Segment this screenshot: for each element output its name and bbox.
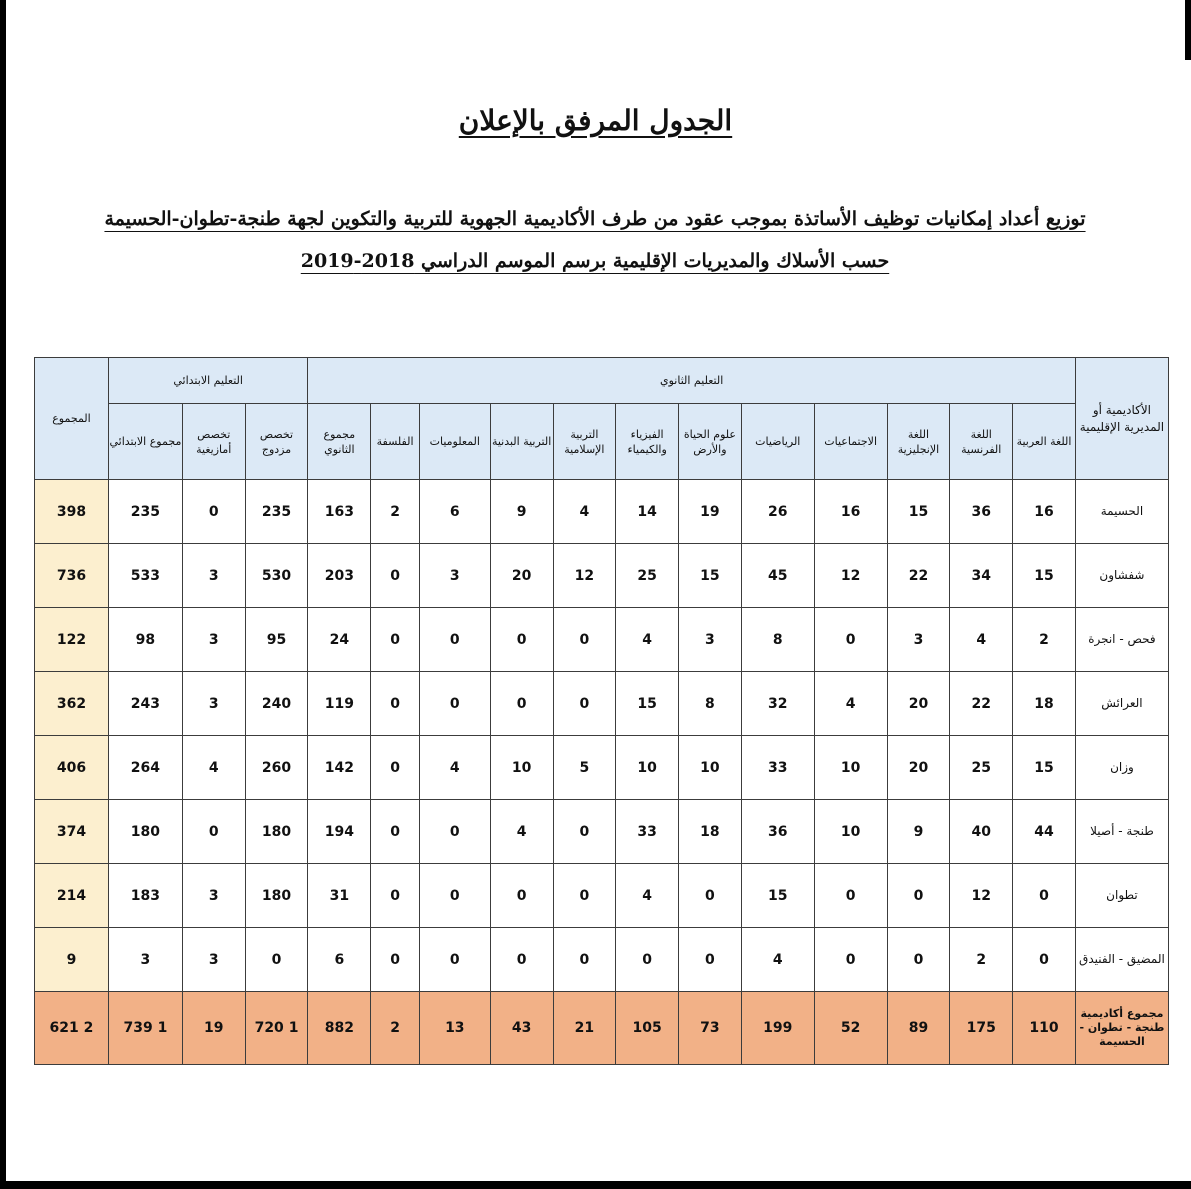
- value-cell: 0: [371, 800, 420, 864]
- value-cell: 89: [887, 992, 950, 1065]
- value-cell: 12: [950, 864, 1013, 928]
- value-cell: 0: [887, 928, 950, 992]
- value-cell: 32: [741, 672, 814, 736]
- value-cell: 264: [108, 736, 182, 800]
- row-total-cell: 362: [35, 672, 109, 736]
- table-row: [35, 800, 1169, 864]
- value-cell: 0: [371, 736, 420, 800]
- value-cell: 180: [245, 800, 308, 864]
- value-cell: 22: [950, 672, 1013, 736]
- row-total-cell: 214: [35, 864, 109, 928]
- value-cell: 4: [741, 928, 814, 992]
- primary-group-header: التعليم الابتدائي: [108, 358, 307, 404]
- value-cell: 3: [887, 608, 950, 672]
- region-name: شفشاون: [1075, 544, 1168, 608]
- value-cell: 243: [108, 672, 182, 736]
- value-cell: 194: [308, 800, 371, 864]
- region-name: مجموع أكاديمية طنجة - تطوان - الحسيمة: [1075, 992, 1168, 1065]
- value-cell: 2: [1013, 608, 1076, 672]
- value-cell: 235: [245, 480, 308, 544]
- value-cell: 4: [553, 480, 616, 544]
- value-cell: 15: [741, 864, 814, 928]
- table-row: [35, 864, 1169, 928]
- value-cell: 33: [741, 736, 814, 800]
- value-cell: 43: [490, 992, 553, 1065]
- value-cell: 142: [308, 736, 371, 800]
- value-cell: 10: [814, 736, 887, 800]
- row-total-cell: 374: [35, 800, 109, 864]
- value-cell: 0: [679, 928, 742, 992]
- value-cell: 4: [490, 800, 553, 864]
- value-cell: 0: [553, 864, 616, 928]
- region-name: طنجة - أصيلا: [1075, 800, 1168, 864]
- value-cell: 0: [245, 928, 308, 992]
- value-cell: 0: [419, 864, 490, 928]
- value-cell: 6: [419, 480, 490, 544]
- table-row: [35, 672, 1169, 736]
- value-cell: 4: [950, 608, 1013, 672]
- value-cell: 2: [371, 480, 420, 544]
- value-cell: 0: [887, 864, 950, 928]
- column-header: تخصص مزدوج: [245, 404, 308, 480]
- row-total-cell: 736: [35, 544, 109, 608]
- value-cell: 4: [616, 864, 679, 928]
- value-cell: 0: [490, 608, 553, 672]
- value-cell: 10: [616, 736, 679, 800]
- value-cell: 98: [108, 608, 182, 672]
- value-cell: 3: [679, 608, 742, 672]
- value-cell: 0: [1013, 928, 1076, 992]
- value-cell: 0: [419, 672, 490, 736]
- value-cell: 10: [490, 736, 553, 800]
- value-cell: 33: [616, 800, 679, 864]
- value-cell: 18: [1013, 672, 1076, 736]
- value-cell: 9: [490, 480, 553, 544]
- value-cell: 0: [371, 608, 420, 672]
- value-cell: 40: [950, 800, 1013, 864]
- column-header: اللغة العربية: [1013, 404, 1076, 480]
- value-cell: 15: [616, 672, 679, 736]
- row-total-cell: 2 621: [35, 992, 109, 1065]
- value-cell: 52: [814, 992, 887, 1065]
- region-header: الأكاديمية أو المديرية الإقليمية: [1075, 358, 1168, 480]
- table-row: [35, 544, 1169, 608]
- table-body: [35, 480, 1169, 1065]
- value-cell: 0: [616, 928, 679, 992]
- scan-edge-bottom: [0, 1181, 1191, 1189]
- value-cell: 10: [679, 736, 742, 800]
- value-cell: 12: [553, 544, 616, 608]
- column-header: مجموع الثانوي: [308, 404, 371, 480]
- value-cell: 199: [741, 992, 814, 1065]
- subtitle-line-2: حسب الأسلاك والمديريات الإقليمية برسم الموسم الدراسي 2018-2019: [300, 250, 890, 272]
- value-cell: 0: [419, 608, 490, 672]
- page-title-text: الجدول المرفق بالإعلان: [458, 104, 733, 137]
- value-cell: 3: [108, 928, 182, 992]
- value-cell: 0: [679, 864, 742, 928]
- value-cell: 15: [679, 544, 742, 608]
- value-cell: 8: [679, 672, 742, 736]
- value-cell: 13: [419, 992, 490, 1065]
- secondary-group-header: التعليم الثانوي: [308, 358, 1075, 404]
- value-cell: 0: [553, 672, 616, 736]
- value-cell: 31: [308, 864, 371, 928]
- value-cell: 110: [1013, 992, 1076, 1065]
- value-cell: 15: [1013, 736, 1076, 800]
- value-cell: 20: [887, 672, 950, 736]
- total-row: [35, 992, 1169, 1065]
- value-cell: 15: [1013, 544, 1076, 608]
- value-cell: 4: [814, 672, 887, 736]
- column-header: المعلوميات: [419, 404, 490, 480]
- column-header: اللغة الفرنسية: [950, 404, 1013, 480]
- value-cell: 73: [679, 992, 742, 1065]
- value-cell: 0: [814, 864, 887, 928]
- recruitment-table: [34, 357, 1169, 1065]
- region-name: الحسيمة: [1075, 480, 1168, 544]
- value-cell: 3: [182, 544, 245, 608]
- column-header: التربية الإسلامية: [553, 404, 616, 480]
- column-header: اللغة الإنجليزية: [887, 404, 950, 480]
- value-cell: 3: [182, 928, 245, 992]
- total-header: المجموع: [35, 358, 109, 480]
- value-cell: 0: [182, 800, 245, 864]
- table-row: [35, 928, 1169, 992]
- scan-edge-left: [0, 0, 6, 1189]
- value-cell: 1 720: [245, 992, 308, 1065]
- value-cell: 3: [182, 672, 245, 736]
- value-cell: 882: [308, 992, 371, 1065]
- value-cell: 44: [1013, 800, 1076, 864]
- page-subtitle: [80, 198, 1110, 282]
- value-cell: 95: [245, 608, 308, 672]
- value-cell: 203: [308, 544, 371, 608]
- value-cell: 12: [814, 544, 887, 608]
- value-cell: 180: [245, 864, 308, 928]
- column-header: الفلسفة: [371, 404, 420, 480]
- value-cell: 15: [887, 480, 950, 544]
- row-total-cell: 122: [35, 608, 109, 672]
- row-total-cell: 9: [35, 928, 109, 992]
- value-cell: 4: [419, 736, 490, 800]
- value-cell: 45: [741, 544, 814, 608]
- value-cell: 0: [490, 864, 553, 928]
- column-header: مجموع الابتدائي: [108, 404, 182, 480]
- value-cell: 9: [887, 800, 950, 864]
- value-cell: 22: [887, 544, 950, 608]
- value-cell: 533: [108, 544, 182, 608]
- value-cell: 2: [371, 992, 420, 1065]
- value-cell: 0: [490, 928, 553, 992]
- table-row: [35, 736, 1169, 800]
- value-cell: 105: [616, 992, 679, 1065]
- value-cell: 0: [419, 928, 490, 992]
- value-cell: 0: [371, 928, 420, 992]
- value-cell: 24: [308, 608, 371, 672]
- value-cell: 26: [741, 480, 814, 544]
- value-cell: 183: [108, 864, 182, 928]
- value-cell: 4: [182, 736, 245, 800]
- table-row: [35, 608, 1169, 672]
- value-cell: 240: [245, 672, 308, 736]
- value-cell: 19: [679, 480, 742, 544]
- value-cell: 163: [308, 480, 371, 544]
- row-total-cell: 406: [35, 736, 109, 800]
- value-cell: 3: [419, 544, 490, 608]
- value-cell: 0: [814, 928, 887, 992]
- value-cell: 20: [490, 544, 553, 608]
- scan-edge-right: [1185, 0, 1191, 60]
- value-cell: 6: [308, 928, 371, 992]
- value-cell: 0: [371, 672, 420, 736]
- column-header: الفيزياء والكيمياء: [616, 404, 679, 480]
- column-header: الاجتماعيات: [814, 404, 887, 480]
- value-cell: 0: [371, 544, 420, 608]
- value-cell: 34: [950, 544, 1013, 608]
- region-name: فحص - انجرة: [1075, 608, 1168, 672]
- table-row: [35, 480, 1169, 544]
- value-cell: 5: [553, 736, 616, 800]
- value-cell: 18: [679, 800, 742, 864]
- subtitle-line-1: توزيع أعداد إمكانيات توظيف الأساتذة بموجب عقود من طرف الأكاديمية الجهوية للتربية والتكوين لجهة طنجة-تطوان-الحسيمة: [104, 208, 1086, 230]
- value-cell: 0: [553, 928, 616, 992]
- value-cell: 530: [245, 544, 308, 608]
- value-cell: 10: [814, 800, 887, 864]
- value-cell: 180: [108, 800, 182, 864]
- region-name: المضيق - الفنيدق: [1075, 928, 1168, 992]
- value-cell: 0: [182, 480, 245, 544]
- column-header: تخصص أمازيغية: [182, 404, 245, 480]
- value-cell: 25: [950, 736, 1013, 800]
- column-header: علوم الحياة والأرض: [679, 404, 742, 480]
- value-cell: 36: [741, 800, 814, 864]
- value-cell: 16: [1013, 480, 1076, 544]
- value-cell: 3: [182, 864, 245, 928]
- value-cell: 260: [245, 736, 308, 800]
- value-cell: 0: [371, 864, 420, 928]
- region-name: وزان: [1075, 736, 1168, 800]
- value-cell: 16: [814, 480, 887, 544]
- region-name: العرائش: [1075, 672, 1168, 736]
- row-total-cell: 398: [35, 480, 109, 544]
- value-cell: 119: [308, 672, 371, 736]
- value-cell: 21: [553, 992, 616, 1065]
- page-title: [0, 104, 1191, 137]
- value-cell: 36: [950, 480, 1013, 544]
- value-cell: 8: [741, 608, 814, 672]
- value-cell: 0: [1013, 864, 1076, 928]
- value-cell: 3: [182, 608, 245, 672]
- value-cell: 175: [950, 992, 1013, 1065]
- value-cell: 0: [419, 800, 490, 864]
- value-cell: 0: [814, 608, 887, 672]
- value-cell: 14: [616, 480, 679, 544]
- value-cell: 19: [182, 992, 245, 1065]
- value-cell: 0: [553, 800, 616, 864]
- value-cell: 0: [553, 608, 616, 672]
- value-cell: 1 739: [108, 992, 182, 1065]
- value-cell: 0: [490, 672, 553, 736]
- column-header: الرياضيات: [741, 404, 814, 480]
- value-cell: 25: [616, 544, 679, 608]
- region-name: تطوان: [1075, 864, 1168, 928]
- value-cell: 4: [616, 608, 679, 672]
- column-header: التربية البدنية: [490, 404, 553, 480]
- value-cell: 235: [108, 480, 182, 544]
- value-cell: 2: [950, 928, 1013, 992]
- value-cell: 20: [887, 736, 950, 800]
